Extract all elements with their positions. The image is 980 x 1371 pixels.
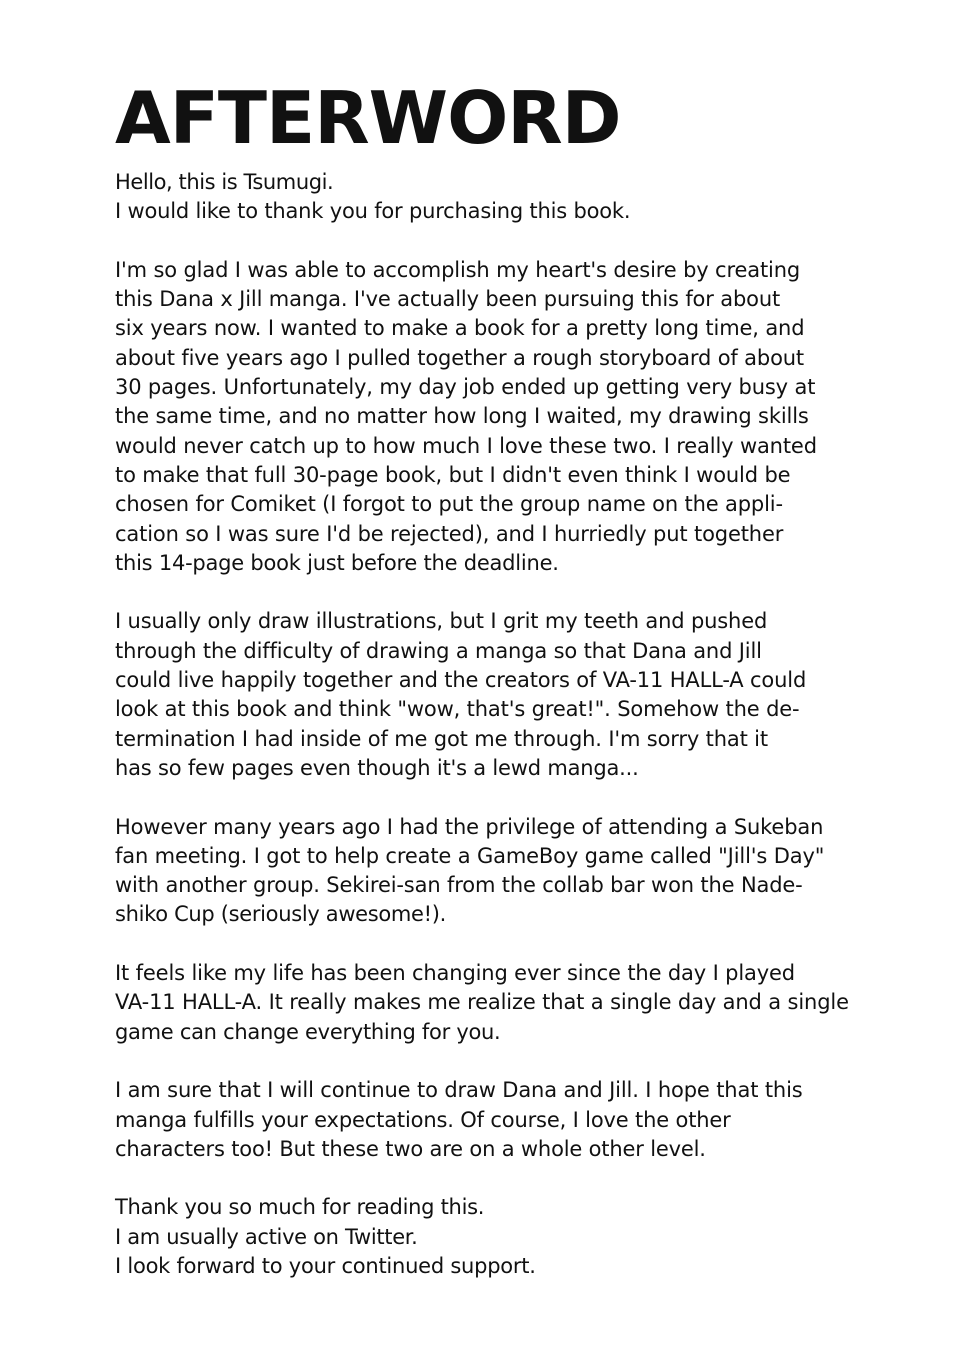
paragraph-line: 30 pages. Unfortunately, my day job ended up getting very busy at	[115, 375, 816, 400]
page-title: AFTERWORD	[115, 76, 621, 160]
paragraph-line: cation so I was sure I'd be rejected), and I hurriedly put together	[115, 521, 784, 546]
paragraph-line: I would like to thank you for purchasing this book.	[115, 199, 631, 224]
paragraph	[115, 959, 885, 1047]
paragraph-line: with another group. Sekirei-san from the collab bar won the Nade-	[115, 873, 803, 898]
paragraph	[115, 256, 885, 578]
paragraph-line: However many years ago I had the privilege of attending a Sukeban	[115, 814, 824, 839]
paragraph-line: would never catch up to how much I love these two. I really wanted	[115, 433, 817, 458]
paragraph-line: about five years ago I pulled together a rough storyboard of about	[115, 345, 805, 370]
paragraph-line: chosen for Comiket (I forgot to put the group name on the appli-	[115, 492, 783, 517]
paragraph	[115, 168, 885, 227]
paragraph	[115, 607, 885, 783]
paragraph-line: Hello, this is Tsumugi.	[115, 170, 334, 194]
paragraph-line: I look forward to your continued support.	[115, 1253, 536, 1278]
paragraph-line: I'm so glad I was able to accomplish my heart's desire by creating	[115, 257, 801, 282]
paragraph-line: this Dana x Jill manga. I've actually been pursuing this for about	[115, 287, 781, 312]
paragraph-line: manga fulfills your expectations. Of course, I love the other	[115, 1107, 731, 1132]
paragraph-line: the same time, and no matter how long I waited, my drawing skills	[115, 404, 809, 429]
paragraph-line: characters too! But these two are on a whole other level.	[115, 1136, 706, 1161]
paragraph-line: to make that full 30-page book, but I didn't even think I would be	[115, 462, 791, 487]
paragraph	[115, 1193, 885, 1281]
paragraph	[115, 813, 885, 930]
paragraph-line: look at this book and think "wow, that's great!". Somehow the de-	[115, 697, 800, 722]
paragraph-line: six years now. I wanted to make a book for a pretty long time, and	[115, 316, 805, 341]
paragraph-line: has so few pages even though it's a lewd manga...	[115, 755, 639, 780]
paragraph-line: I usually only draw illustrations, but I grit my teeth and pushed	[115, 609, 768, 634]
paragraph-line: VA-11 HALL-A. It really makes me realize that a single day and a single	[115, 990, 849, 1015]
paragraph-line: this 14-page book just before the deadline.	[115, 550, 559, 575]
afterword-body	[115, 168, 885, 1311]
paragraph-line: could live happily together and the creators of VA-11 HALL-A could	[115, 668, 807, 693]
paragraph-line: It feels like my life has been changing ever since the day I played	[115, 961, 795, 986]
paragraph-line: I am sure that I will continue to draw Dana and Jill. I hope that this	[115, 1078, 803, 1103]
paragraph	[115, 1076, 885, 1164]
paragraph-line: game can change everything for you.	[115, 1019, 501, 1044]
paragraph-line: fan meeting. I got to help create a GameBoy game called "Jill's Day"	[115, 843, 825, 868]
paragraph-line: Thank you so much for reading this.	[115, 1195, 485, 1220]
paragraph-line: shiko Cup (seriously awesome!).	[115, 902, 446, 927]
paragraph-line: termination I had inside of me got me through. I'm sorry that it	[115, 726, 768, 751]
paragraph-line: through the difficulty of drawing a manga so that Dana and Jill	[115, 638, 762, 663]
paragraph-line: I am usually active on Twitter.	[115, 1224, 418, 1249]
